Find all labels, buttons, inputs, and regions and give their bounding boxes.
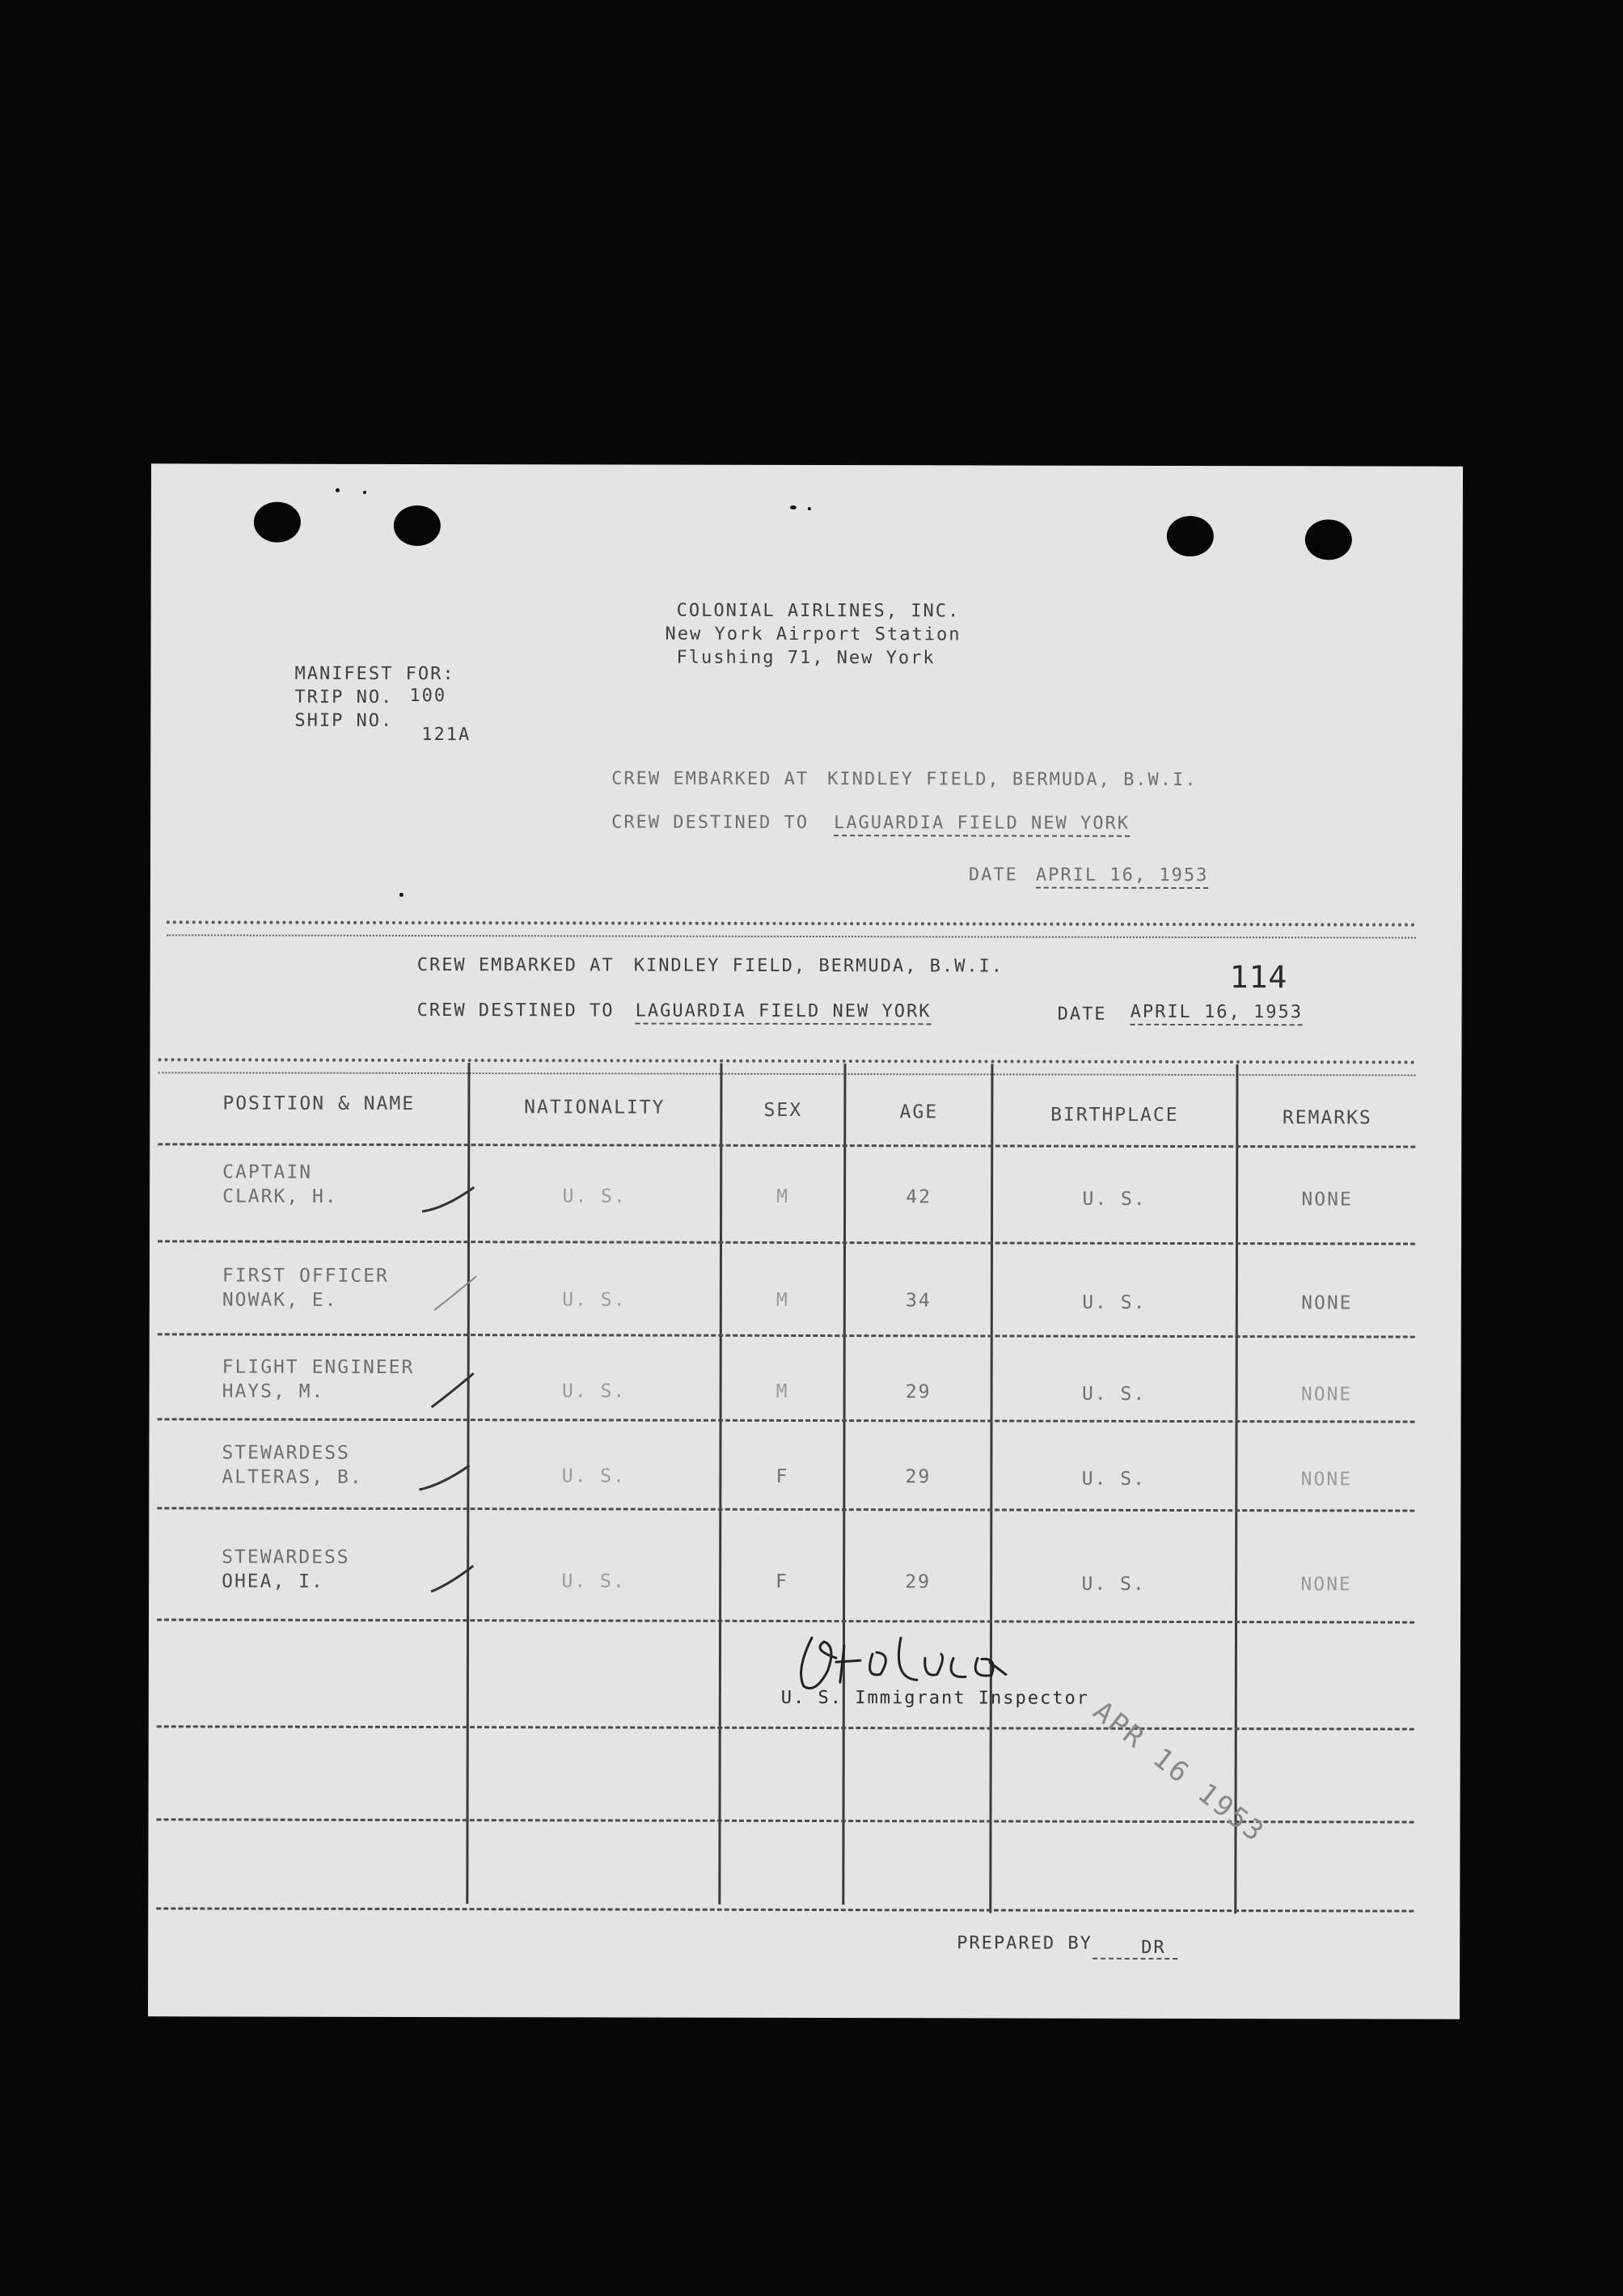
- check-mark-icon: [417, 1461, 474, 1493]
- row-birthplace: U. S.: [1082, 1188, 1147, 1210]
- top-embarked-label: CREW EMBARKED AT: [611, 768, 809, 790]
- check-mark-icon: [429, 1370, 477, 1410]
- row-age: 29: [905, 1381, 932, 1403]
- embarked-place: KINDLEY FIELD, BERMUDA, B.W.I.: [633, 955, 1004, 977]
- separator-rule: [167, 920, 1416, 926]
- row-divider: [158, 1333, 1415, 1338]
- destined-place: LAGUARDIA FIELD NEW YORK: [636, 1001, 932, 1025]
- header-remarks: REMARKS: [1282, 1107, 1372, 1129]
- row-divider: [158, 1240, 1415, 1245]
- punch-hole: [394, 505, 441, 546]
- row-birthplace: U. S.: [1081, 1383, 1147, 1405]
- row-position: CAPTAIN: [222, 1161, 313, 1183]
- row-remarks: NONE: [1301, 1292, 1353, 1314]
- header-nationality: NATIONALITY: [524, 1097, 666, 1118]
- row-remarks: NONE: [1300, 1469, 1353, 1490]
- header-position-name: POSITION & NAME: [222, 1093, 416, 1114]
- page-number: 114: [1229, 959, 1288, 996]
- row-birthplace: U. S.: [1082, 1292, 1147, 1313]
- speck: [336, 488, 340, 493]
- top-destined-label: CREW DESTINED TO: [611, 812, 809, 834]
- separator-rule: [158, 1058, 1415, 1063]
- row-nationality: U. S.: [561, 1381, 627, 1402]
- top-date-value: APRIL 16, 1953: [1036, 865, 1208, 889]
- inspector-title: U. S. Immigrant Inspector: [780, 1687, 1089, 1709]
- speck: [363, 491, 366, 494]
- date-label: DATE: [1057, 1004, 1107, 1025]
- check-mark-icon: [431, 1273, 480, 1313]
- ship-label: SHIP NO.: [294, 710, 394, 731]
- header-age: AGE: [899, 1101, 939, 1123]
- row-name: OHEA, I.: [222, 1571, 324, 1592]
- row-sex: F: [776, 1465, 789, 1487]
- check-mark-icon: [428, 1562, 476, 1595]
- row-name: HAYS, M.: [222, 1381, 325, 1402]
- row-remarks: NONE: [1300, 1574, 1352, 1596]
- date-value: APRIL 16, 1953: [1131, 1002, 1303, 1025]
- row-age: 29: [905, 1571, 931, 1593]
- row-divider: [158, 1418, 1415, 1423]
- trip-label: TRIP NO.: [294, 687, 394, 708]
- destined-label: CREW DESTINED TO: [416, 1000, 615, 1021]
- row-name: ALTERAS, B.: [222, 1466, 363, 1488]
- row-birthplace: U. S.: [1081, 1573, 1146, 1595]
- header-birthplace: BIRTHPLACE: [1050, 1104, 1179, 1126]
- company-station: New York Airport Station: [665, 624, 962, 645]
- row-birthplace: U. S.: [1081, 1468, 1147, 1490]
- row-age: 42: [906, 1186, 932, 1208]
- ship-number: 121A: [421, 725, 471, 746]
- row-sex: F: [776, 1571, 789, 1592]
- company-address: Flushing 71, New York: [676, 647, 936, 669]
- row-nationality: U. S.: [561, 1465, 627, 1487]
- row-remarks: NONE: [1301, 1189, 1353, 1211]
- row-divider: [157, 1725, 1414, 1730]
- manifest-document: [148, 463, 1463, 2019]
- top-date-label: DATE: [968, 865, 1018, 886]
- speck: [399, 893, 404, 897]
- punch-hole: [254, 502, 301, 543]
- row-nationality: U. S.: [561, 1571, 626, 1592]
- prepared-by-value: DR: [1093, 1938, 1177, 1960]
- row-age: 29: [905, 1466, 932, 1488]
- embarked-label: CREW EMBARKED AT: [416, 954, 615, 976]
- row-name: CLARK, H.: [222, 1186, 338, 1207]
- row-divider: [158, 1143, 1415, 1148]
- check-mark-icon: [421, 1184, 477, 1216]
- row-position: FLIGHT ENGINEER: [222, 1356, 415, 1378]
- header-sex: SEX: [763, 1099, 803, 1121]
- row-sex: M: [776, 1289, 789, 1311]
- punch-hole: [1167, 516, 1214, 556]
- manifest-label: MANIFEST FOR:: [294, 663, 455, 685]
- separator-rule: [158, 1072, 1415, 1076]
- row-divider: [156, 1907, 1414, 1912]
- row-age: 34: [905, 1290, 932, 1312]
- speck: [790, 505, 797, 510]
- inspector-date-stamp: APR 16 1953: [1087, 1694, 1271, 1850]
- row-name: NOWAK, E.: [222, 1289, 338, 1311]
- punch-hole: [1305, 519, 1352, 560]
- row-sex: M: [776, 1381, 789, 1402]
- row-position: STEWARDESS: [222, 1442, 350, 1464]
- row-nationality: U. S.: [562, 1289, 627, 1311]
- row-nationality: U. S.: [562, 1186, 627, 1207]
- row-position: STEWARDESS: [222, 1546, 350, 1568]
- top-embarked-place: KINDLEY FIELD, BERMUDA, B.W.I.: [827, 769, 1198, 791]
- prepared-by-label: PREPARED BY: [957, 1933, 1093, 1954]
- trip-number: 100: [409, 685, 447, 707]
- row-remarks: NONE: [1300, 1384, 1353, 1406]
- top-destined-place: LAGUARDIA FIELD NEW YORK: [834, 813, 1130, 837]
- row-divider: [157, 1507, 1414, 1512]
- row-position: FIRST OFFICER: [222, 1265, 389, 1287]
- speck: [808, 507, 811, 510]
- row-sex: M: [776, 1186, 790, 1207]
- separator-rule: [167, 934, 1416, 938]
- company-name: COLONIAL AIRLINES, INC.: [676, 600, 961, 622]
